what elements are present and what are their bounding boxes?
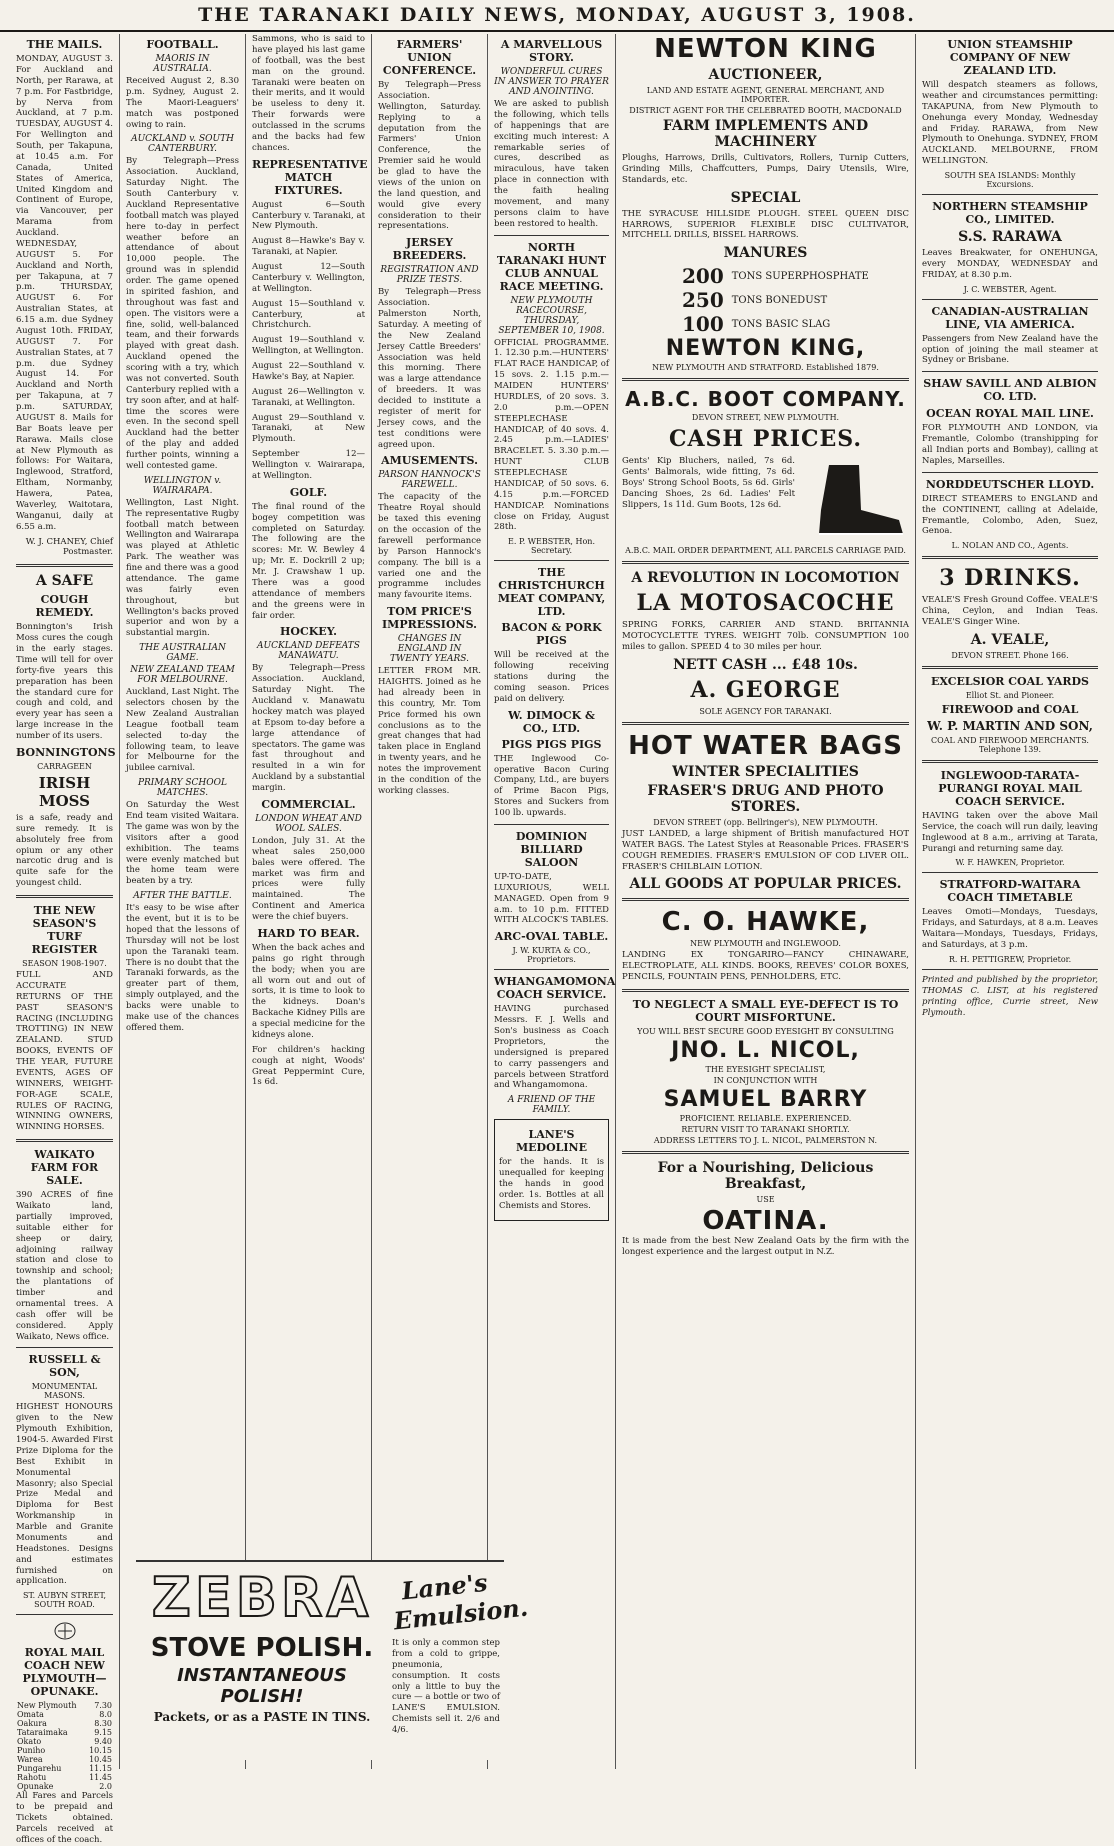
zebra-name: ZEBRA bbox=[151, 1566, 373, 1629]
divider bbox=[494, 235, 609, 236]
drinks-heading: 3 DRINKS. bbox=[939, 565, 1081, 592]
bonnington-text: is a safe, ready and sure remedy. It is absolutely free from opium or any other narcotic drug and is quite safe for the youngest child. bbox=[16, 812, 113, 889]
hockey-subheading: AUCKLAND DEFEATS MANAWATU. bbox=[257, 641, 360, 662]
hot-water-bags: HOT WATER BAGS bbox=[628, 730, 903, 761]
russell-text: HIGHEST HONOURS given to the New Plymouth Exhibition, 1904-5. Awarded First Prize Diploma for the Best Exhibit in Monumental Masonry; also Special Prize Medal and Diploma for Best Workmanship in Marble and Granite Monuments and Headstones. Designs and estimates furnished on application. bbox=[16, 1402, 113, 1587]
excelsior-heading: EXCELSIOR COAL YARDS bbox=[931, 674, 1089, 688]
coach-time: 7.30 bbox=[94, 1701, 112, 1711]
divider bbox=[16, 1347, 113, 1348]
column-7 bbox=[916, 34, 1104, 1769]
battle-text: It's easy to be wise after the event, but it is to be hoped that the lessons of Thursday will not be lost upon the Taranaki team. There is no doubt that the Taranaki forwards, as the greater part of them, simply outplayed, and the backs were unable to make use of the chances offered them. bbox=[126, 903, 239, 1033]
hawke-heading: C. O. HAWKE, bbox=[661, 907, 870, 938]
divider bbox=[622, 1151, 909, 1154]
nicol-subheading: THE EYESIGHT SPECIALIST, bbox=[705, 1065, 826, 1074]
pigs-text: THE Inglewood Co-operative Bacon Curing Company, Ltd., are buyers of Prime Bacon Pigs, Stores and Suckers from 100 lb. upwards. bbox=[494, 753, 609, 818]
divider bbox=[922, 371, 1098, 372]
coach-stop: Tataraimaka bbox=[17, 1728, 68, 1738]
divider bbox=[16, 1139, 113, 1142]
coach-row bbox=[16, 1782, 113, 1791]
column-3 bbox=[246, 34, 372, 1769]
stratford-heading: STRATFORD-WAITARA COACH TIMETABLE bbox=[939, 878, 1081, 905]
firewood-heading: FIREWOOD and COAL bbox=[941, 702, 1079, 716]
coach-row bbox=[16, 1728, 113, 1737]
divider bbox=[16, 564, 113, 567]
instantaneous-polish: INSTANTANEOUS POLISH! bbox=[177, 1665, 347, 1707]
ndl-text: DIRECT STEAMERS to ENGLAND and the CONTINENT, calling at Adelaide, Fremantle, Colombo, Aden, Suez, Genoa. bbox=[922, 493, 1098, 537]
coach-stop: Oakura bbox=[17, 1719, 47, 1729]
divider bbox=[922, 299, 1098, 300]
medoline-text: for the hands. It is unequalled for keeping the hands in good order. 1s. Bottles at all Chemists and Stores. bbox=[499, 1157, 604, 1211]
canadian-text: Passengers from New Zealand have the option of joining the mail steamer at Sydney or Brisbane. bbox=[922, 333, 1098, 366]
manures-heading: MANURES bbox=[723, 245, 808, 262]
newton-king-heading: NEWTON KING bbox=[654, 34, 877, 64]
packets-line: Packets, or as a PASTE IN TINS. bbox=[153, 1710, 371, 1724]
pettigrew-proprietor: R. H. PETTIGREW, Proprietor. bbox=[948, 954, 1072, 964]
tom-price-heading: TOM PRICE'S IMPRESSIONS. bbox=[382, 605, 477, 632]
abc-text: Gents' Kip Bluchers, nailed, 7s 6d. Gents' Balmorals, wide fitting, 7s 6d. Boys' Strong School Boots, 5s 6d. Girls' Dancing Shoes, 2s 6d. Ladies' Felt Slippers, 1s 11d. Gum Boots, 12s 6d. bbox=[622, 456, 795, 510]
manure-type: TONS BONEDUST bbox=[731, 294, 828, 306]
oatina-name: OATINA. bbox=[702, 1206, 829, 1236]
stove-polish: STOVE POLISH. bbox=[150, 1633, 374, 1663]
kurta-line: J. W. KURTA & CO., Proprietors. bbox=[512, 946, 591, 965]
battle-heading: AFTER THE BATTLE. bbox=[133, 891, 232, 902]
divider bbox=[922, 666, 1098, 669]
coach-row bbox=[16, 1746, 113, 1755]
printer-imprint: Printed and published by the proprietor, THOMAS C. LIST, at his registered printing office, Currie street, New Plymouth. bbox=[922, 974, 1098, 1018]
wellington-heading: WELLINGTON v. WAIRARAPA. bbox=[143, 475, 222, 496]
manure-row bbox=[682, 264, 909, 288]
divider bbox=[16, 1614, 113, 1615]
commercial-heading: COMMERCIAL. bbox=[261, 797, 356, 811]
coach-stop: Pungarehu bbox=[17, 1764, 62, 1774]
fraser-heading: FRASER'S DRUG AND PHOTO STORES. bbox=[647, 782, 884, 815]
coach-row bbox=[16, 1701, 113, 1710]
mails-heading: THE MAILS. bbox=[26, 38, 103, 51]
newton-king-footer-sub: NEW PLYMOUTH AND STRATFORD. Established 1879. bbox=[652, 363, 879, 373]
farm-text: Ploughs, Harrows, Drills, Cultivators, Rollers, Turnip Cutters, Grinding Mills, Chaffcutters, Pumps, Dairy Utensils, Wire, Standards, etc. bbox=[622, 153, 909, 185]
column-6 bbox=[616, 34, 916, 1769]
newton-king-auctioneer: AUCTIONEER, bbox=[708, 67, 823, 83]
oatina-text: It is made from the best New Zealand Oats by the firm with the longest experience and the largest output in N.Z. bbox=[622, 1236, 909, 1257]
barry-name: SAMUEL BARRY bbox=[663, 1087, 868, 1112]
maoris-text: Received August 2, 8.30 p.m. Sydney, August 2. The Maori-Leaguers' match was postponed owing to rain. bbox=[126, 76, 239, 130]
auckland-text: By Telegraph—Press Association. Auckland, Saturday Night. The South Canterbury v. Auckland Representative football match was played here to-day in perfect weather before an attendance of about 10,000 people. The ground was in splendid order. The game opened in spirited fashion, and throughout was fast and open. The visitors were a fine, solid, well-balanced team, and their forwards played with great dash. Auckland opened the scoring with a try, which was not converted. South Canterbury replied with a try soon after, and at half-time the scores were even. In the second spell Auckland had the better of the play and added further points, winning a well contested game. bbox=[126, 156, 239, 471]
fixture-item: August 8—Hawke's Bay v. Taranaki, at Napier. bbox=[252, 236, 365, 258]
coach-row bbox=[16, 1764, 113, 1773]
turf-heading: THE NEW SEASON'S TURF REGISTER bbox=[31, 904, 98, 956]
nett-cash: NETT CASH ... £48 10s. bbox=[673, 656, 858, 673]
divider bbox=[922, 872, 1098, 873]
coach-time: 11.45 bbox=[89, 1773, 112, 1783]
lanes-title: Lane's Emulsion. bbox=[392, 1567, 530, 1636]
divider bbox=[622, 898, 909, 901]
motosacoche-heading: LA MOTOSACOCHE bbox=[636, 590, 895, 617]
golf-heading: GOLF. bbox=[289, 485, 328, 499]
hard-text: When the back aches and pains go right through the body; when you are all worn out and out of sorts, it is time to look to the kidneys. Doan's Backache Kidney Pills are a special medicine for the kidneys alone. bbox=[252, 942, 365, 1040]
abc-address: DEVON STREET, NEW PLYMOUTH. bbox=[691, 413, 840, 423]
fixture-item: August 22—Southland v. Hawke's Bay, at Napier. bbox=[252, 361, 365, 382]
farmers-text: By Telegraph—Press Association. Wellington, Saturday. Replying to a deputation from the Farmers' Union Conference, the Premier said he would be glad to have the views of the union on the land question, and would give every consideration to their representations. bbox=[378, 80, 481, 232]
fixtures-list bbox=[252, 200, 365, 482]
nicol-name: JNO. L. NICOL, bbox=[671, 1038, 860, 1063]
divider bbox=[922, 472, 1098, 473]
divider bbox=[922, 760, 1098, 763]
northern-heading: NORTHERN STEAMSHIP CO., LIMITED. bbox=[932, 200, 1088, 226]
special-text: THE SYRACUSE HILLSIDE PLOUGH. STEEL QUEEN DISC HARROWS, SUPERIOR FLEXIBLE DISC CULTIVATOR, MITCHELL DRILLS, BISSEL HARROWS. bbox=[622, 208, 909, 241]
divider bbox=[922, 194, 1098, 195]
whangamomona-text: HAVING purchased Messrs. F. J. Wells and Son's business as Coach Proprietors, the undersigned is prepared to carry passengers and parcels between Stratford and Whangamomona. bbox=[494, 1004, 609, 1091]
coach-row bbox=[16, 1710, 113, 1719]
london-heading: LONDON WHEAT AND WOOL SALES. bbox=[255, 813, 362, 834]
manure-row bbox=[682, 312, 909, 336]
cough-text: Bonnington's Irish Moss cures the cough in the early stages. Time will tell for over forty-five years this preparation has been the standard cure for cough and cold, and every year has seen a large increase in the number of its users. bbox=[16, 622, 113, 741]
billiard-text: UP-TO-DATE, LUXURIOUS, WELL MANAGED. Open from 9 a.m. to 10 p.m. FITTED WITH ALCOCK'S TABLES. bbox=[494, 871, 609, 926]
union-heading: UNION STEAMSHIP COMPANY OF NEW ZEALAND LTD. bbox=[947, 38, 1073, 77]
christchurch-heading: THE CHRISTCHURCH MEAT COMPANY, LTD. bbox=[497, 566, 606, 619]
coach-row bbox=[16, 1755, 113, 1764]
rarawa-heading: S.S. RARAWA bbox=[958, 229, 1062, 245]
coach-stop: Warea bbox=[17, 1755, 43, 1765]
manure-row bbox=[682, 288, 909, 312]
veale-name: A. VEALE, bbox=[970, 631, 1050, 648]
bacon-text: Will be received at the following receiving stations during the coming season. Prices paid on delivery. bbox=[494, 650, 609, 704]
newspaper-title: THE TARANAKI DAILY NEWS, MONDAY, AUGUST 3, 1908. bbox=[198, 4, 916, 26]
fixture-item: August 6—South Canterbury v. Taranaki, at New Plymouth. bbox=[252, 199, 365, 232]
turf-text: FULL AND ACCURATE RETURNS OF THE PAST SEASON'S RACING (INCLUDING TROTTING) IN NEW ZEALAND. STUD BOOKS, EVENTS OF THE YEAR, FUTURE EVENTS, AGES OF WINNERS, WEIGHT-FOR-AGE SCALE, RULES OF RACING, WINNING OWNERS, WINNING HORSES. bbox=[16, 970, 113, 1133]
nz-team-text: Auckland, Last Night. The selectors chosen by the New Zealand Australian League football team selected to-day the following team, to leave for Melbourne for the jubilee carnival. bbox=[126, 687, 239, 774]
barry-lead: IN CONJUNCTION WITH bbox=[713, 1076, 818, 1085]
bonnington-name: BONNINGTONS bbox=[16, 745, 116, 759]
barry-subheading: PROFICIENT. RELIABLE. EXPERIENCED. bbox=[679, 1114, 852, 1123]
manures-list bbox=[622, 264, 909, 336]
hockey-text: By Telegraph—Press Association. Auckland, Saturday Night. The Auckland v. Manawatu hockey match was played at Epsom to-day before a large attendance of spectators. The game was fast throughout and resulted in a win for Auckland by a substantial margin. bbox=[252, 663, 365, 793]
ocean-text: FOR PLYMOUTH AND LONDON, via Fremantle, Colombo (transhipping for all Indian ports and Bombay), calling at Naples, Marseilles. bbox=[922, 423, 1098, 466]
divider bbox=[622, 378, 909, 381]
column-2 bbox=[120, 34, 246, 1769]
oatina-use: USE bbox=[756, 1195, 775, 1204]
wellington-text: Wellington, Last Night. The representative Rugby football match between Wellington and Wairarapa was played at Athletic Park. The weather was fine and there was a good attendance. The game was fairly even throughout, but Wellington's backs proved superior and won by a substantial margin. bbox=[126, 497, 239, 639]
nz-team-heading: NEW ZEALAND TEAM FOR MELBOURNE. bbox=[130, 665, 235, 686]
boot-icon bbox=[799, 460, 909, 540]
coach-time: 10.45 bbox=[89, 1755, 112, 1765]
hard-heading: HARD TO BEAR. bbox=[257, 926, 360, 940]
masthead bbox=[0, 0, 1114, 32]
manure-quantity: 250 bbox=[682, 288, 724, 313]
fixture-item: August 19—Southland v. Wellington, at Wellington. bbox=[252, 335, 365, 357]
union-text: Will despatch steamers as follows, weather and circumstances permitting: TAKAPUNA, from New Plymouth to Onehunga every Monday, Wednesday and Friday. RARAWA, from New Plymouth to Onehunga. SYDNEY, FROM AUCKLAND. MELBOURNE, FROM WELLINGTON. bbox=[922, 80, 1098, 167]
coach-stop: Puniho bbox=[17, 1746, 46, 1756]
irish-moss: IRISH MOSS bbox=[38, 773, 91, 810]
lanes-emulsion-advertisement bbox=[388, 1560, 530, 1760]
cash-prices: CASH PRICES. bbox=[668, 426, 863, 453]
story-heading: A MARVELLOUS STORY. bbox=[500, 38, 603, 64]
safe-heading: A SAFE bbox=[35, 573, 94, 590]
pigs-heading: PIGS PIGS PIGS bbox=[501, 737, 602, 751]
newspaper-page bbox=[10, 34, 1104, 1845]
martin-name: W. P. MARTIN AND SON, bbox=[927, 718, 1093, 733]
coach-time: 10.15 bbox=[89, 1746, 112, 1756]
whangamomona-heading: WHANGAMOMONA COACH SERVICE. bbox=[494, 975, 616, 1002]
hockey-heading: HOCKEY. bbox=[280, 625, 337, 639]
column-1 bbox=[10, 34, 120, 1845]
coach-heading: ROYAL MAIL COACH NEW PLYMOUTH—OPUNAKE. bbox=[22, 1646, 107, 1699]
veale-address: DEVON STREET. Phone 166. bbox=[951, 650, 1069, 660]
bonnington-carrageen: CARRAGEEN bbox=[37, 761, 92, 771]
rarawa-signature: J. C. WEBSTER, Agent. bbox=[963, 284, 1057, 294]
martin-subheading: COAL AND FIREWOOD MERCHANTS. Telephone 139. bbox=[931, 735, 1089, 754]
farm-implements: FARM IMPLEMENTS AND MACHINERY bbox=[662, 118, 869, 150]
waikato-text: 390 ACRES of fine Waikato land, partially improved, suitable either for sheep or dairy, adjoining railway station and close to township and school; the plantations of timber and ornamental trees. A cash offer will be considered. Apply Waikato, News office. bbox=[16, 1190, 113, 1342]
hunt-text: OFFICIAL PROGRAMME. 1. 12.30 p.m.—HUNTERS' FLAT RACE HANDICAP, of 15 sovs. 2. 1.15 p.m.—MAIDEN HUNTERS' HURDLES, of 20 sovs. 3. 2.0 p.m.—OPEN STEEPLECHASE HANDICAP, of 40 sovs. 4. 2.45 p.m.—LADIES' BRACELET. 5. 3.30 p.m.—HUNT CLUB STEEPLECHASE HANDICAP, of 50 sovs. 6. 4.15 p.m.—FORCED HANDICAP. Nominations close on Friday, August 28th. bbox=[494, 337, 610, 533]
golf-text: The final round of the bogey competition was completed on Saturday. The following are the scores: Mr. W. Bewley 4 up; Mr. E. Dockrill 2 up; Mr. J. Crawshaw 1 up. There was a good attendance of members and the greens were in fair order. bbox=[252, 501, 365, 621]
all-goods: ALL GOODS AT POPULAR PRICES. bbox=[629, 876, 902, 893]
dimock-heading: W. DIMOCK & CO., LTD. bbox=[508, 708, 595, 735]
hunt-subheading: NEW PLYMOUTH RACECOURSE, THURSDAY, SEPTEMBER 10, 1908. bbox=[498, 295, 605, 336]
coach-time: 2.0 bbox=[99, 1782, 112, 1792]
return-visit: RETURN VISIT TO TARANAKI SHORTLY. bbox=[681, 1125, 850, 1134]
continued-text: Sammons, who is said to have played his last game of football, was the best man on the ground. Taranaki were beaten on their merits, and it would be useless to deny it. Their forwards were outclassed in the scrums and the backs had few chances. bbox=[252, 34, 365, 153]
george-subheading: SOLE AGENCY FOR TARANAKI. bbox=[699, 706, 832, 716]
rarawa-text: Leaves Breakwater, for ONEHUNGA, every MONDAY, WEDNESDAY and FRIDAY, at 8.30 p.m. bbox=[922, 248, 1098, 280]
mails-signature: W. J. CHANEY, Chief Postmaster. bbox=[25, 536, 113, 558]
family-friend: A FRIEND OF THE FAMILY. bbox=[507, 1095, 596, 1116]
divider bbox=[622, 989, 909, 992]
zebra-advertisement bbox=[136, 1560, 388, 1760]
coach-time: 8.30 bbox=[94, 1719, 112, 1729]
tom-price-text: LETTER FROM MR. HAIGHTS. Joined as he had already been in this country, Mr. Tom Price formed his own conclusions as to the great changes that had taken place in England in twenty years, and he notes the improvement in the condition of the working classes. bbox=[378, 666, 481, 796]
coach-time: 9.40 bbox=[94, 1737, 112, 1747]
fixtures-heading: REPRESENTATIVE MATCH FIXTURES. bbox=[252, 157, 368, 197]
neglect-heading: TO NEGLECT A SMALL EYE-DEFECT IS TO COURT MISFORTUNE. bbox=[632, 998, 899, 1024]
fixture-item: August 26—Wellington v. Taranaki, at Wellington. bbox=[252, 386, 365, 408]
divider bbox=[494, 824, 609, 825]
hunt-heading: NORTH TARANAKI HUNT CLUB ANNUAL RACE MEETING. bbox=[496, 240, 607, 293]
tom-price-subheading: CHANGES IN ENGLAND IN TWENTY YEARS. bbox=[390, 634, 469, 665]
address-letters: ADDRESS LETTERS TO J. L. NICOL, PALMERSTON N. bbox=[653, 1136, 878, 1145]
coach-stop: Opunake bbox=[17, 1782, 54, 1792]
turf-season: SEASON 1908-1907. bbox=[22, 959, 107, 968]
russell-address: ST. AUBYN STREET, SOUTH ROAD. bbox=[22, 1591, 107, 1610]
story-text: We are asked to publish the following, which tells of happenings that are exciting much interest: A remarkable series of cures, described as miraculous, have taken place in connection with the faith healing movement, and many persons claim to have been restored to health. bbox=[494, 99, 609, 229]
divider bbox=[494, 969, 609, 970]
motosacoche-text: SPRING FORKS, CARRIER AND STAND. BRITANNIA MOTOCYCLETTE TYRES. WEIGHT 70lb. CONSUMPTION 100 miles to gallon. SPEED 4 to 30 miles per hour. bbox=[622, 620, 909, 652]
manure-type: TONS BASIC SLAG bbox=[731, 318, 831, 330]
coach-timetable bbox=[16, 1701, 113, 1791]
lanes-text: It is only a common step from a cold to grippe, pneumonia, consumption. It costs only a little to buy the cure — a bottle or two of LANE'S EMULSION. Chemists sell it. 2/6 and 4/6. bbox=[392, 1638, 500, 1735]
royal-crest-icon bbox=[50, 1620, 80, 1642]
cough-cure-text: For children's hacking cough at night, Woods' Great Peppermint Cure, 1s 6d. bbox=[252, 1044, 365, 1088]
amusements-text: The capacity of the Theatre Royal should be taxed this evening on the occasion of the farewell performance by Parson Hannock's company. The bill is a varied one and the programme includes many favourite items. bbox=[378, 492, 481, 601]
revolution-heading: A REVOLUTION IN LOCOMOTION bbox=[631, 570, 900, 587]
football-heading: FOOTBALL. bbox=[146, 38, 219, 51]
fixture-item: August 12—South Canterbury v. Wellington, at Wellington. bbox=[252, 262, 365, 294]
newton-king-district: DISTRICT AGENT FOR THE CELEBRATED BOOTH, MACDONALD bbox=[629, 106, 902, 115]
nicol-lead: YOU WILL BEST SECURE GOOD EYESIGHT BY CONSULTING bbox=[637, 1027, 894, 1036]
coach-stop: Okato bbox=[17, 1737, 42, 1747]
fixture-item: September 12—Wellington v. Wairarapa, at Wellington. bbox=[252, 449, 365, 481]
story-subheading: WONDERFUL CURES IN ANSWER TO PRAYER AND ANOINTING. bbox=[494, 67, 609, 97]
medoline-heading: LANE'S MEDOLINE bbox=[515, 1128, 587, 1155]
fraser-address: DEVON STREET (opp. Bellringer's), NEW PLYMOUTH. bbox=[653, 817, 878, 827]
bacon-heading: BACON & PORK PIGS bbox=[501, 621, 602, 648]
cough-heading: COUGH REMEDY. bbox=[35, 593, 94, 620]
coach-time: 11.15 bbox=[89, 1764, 112, 1774]
waikato-heading: WAIKATO FARM FOR SALE. bbox=[30, 1148, 99, 1188]
shaw-heading: SHAW SAVILL AND ALBION CO. LTD. bbox=[923, 377, 1097, 404]
islands-line: SOUTH SEA ISLANDS: Monthly Excursions. bbox=[944, 171, 1076, 189]
hunt-signature: E. P. WEBSTER, Hon. Secretary. bbox=[508, 537, 595, 556]
nolan-agents: L. NOLAN AND CO., Agents. bbox=[951, 541, 1069, 551]
fixture-item: August 15—Southland v. Canterbury, at Christchurch. bbox=[252, 298, 365, 331]
divider bbox=[16, 895, 113, 898]
medoline-box bbox=[494, 1119, 609, 1220]
coach-time: 8.0 bbox=[99, 1710, 112, 1720]
column-5 bbox=[488, 34, 616, 1769]
russell-heading: RUSSELL & SON, bbox=[28, 1353, 101, 1380]
coach-row bbox=[16, 1737, 113, 1746]
drinks-text: VEALE'S Fresh Ground Coffee. VEALE'S China, Ceylon, and Indian Teas. VEALE'S Ginger Wine. bbox=[922, 595, 1098, 627]
abc-footer: A.B.C. MAIL ORDER DEPARTMENT, ALL PARCELS CARRIAGE PAID. bbox=[625, 546, 906, 556]
farmers-heading: FARMERS' UNION CONFERENCE. bbox=[382, 38, 477, 77]
abc-heading: A.B.C. BOOT COMPANY. bbox=[625, 387, 906, 412]
primary-heading: PRIMARY SCHOOL MATCHES. bbox=[137, 778, 228, 799]
inglewood-heading: INGLEWOOD-TARATA-PURANGI ROYAL MAIL COACH SERVICE. bbox=[938, 768, 1082, 808]
russell-subheading: MONUMENTAL MASONS. bbox=[31, 1382, 98, 1401]
fixture-item: August 29—Southland v. Taranaki, at New Plymouth. bbox=[252, 412, 365, 445]
hawke-subheading: NEW PLYMOUTH and INGLEWOOD. bbox=[690, 939, 841, 949]
divider bbox=[494, 560, 609, 561]
manure-type: TONS SUPERPHOSPHATE bbox=[731, 270, 869, 282]
canadian-heading: CANADIAN-AUSTRALIAN LINE, VIA AMERICA. bbox=[931, 304, 1089, 331]
arcoval-heading: ARC-OVAL TABLE. bbox=[494, 930, 609, 944]
coach-stop: Omata bbox=[17, 1710, 44, 1720]
special-heading: SPECIAL bbox=[730, 189, 801, 206]
london-text: London, July 31. At the wheat sales 250,000 bales were offered. The market was firm and prices were fully maintained. The Continent and America were the chief buyers. bbox=[252, 835, 365, 922]
mails-text: MONDAY, AUGUST 3. For Auckland and North, per Rarawa, at 7 p.m. For Fastbridge, by Nerva from Auckland, at 7 p.m. TUESDAY, AUGUST 4. For Wellington and South, per Takapuna, at 10.45 a.m. For Canada, United States of America, United Kingdom and Continent of Europe, via Vancouver, per Marama from Auckland. WEDNESDAY, AUGUST 5. For Auckland and North, per Takapuna, at 7 p.m. THURSDAY, AUGUST 6. For Australian States, at 6.15 a.m. due Sydney August 10th. FRIDAY, AUGUST 7. For Australian States, at 7 p.m. due Sydney August 14. For Auckland and North per Takapuna, at 7 p.m. SATURDAY, AUGUST 8. Mails for Bar Boats leave per Rarawa. Mails close at New Plymouth as follows: For Waitara, Inglewood, Stratford, Eltham, Normanby, Hawera, Patea, Waverley, Waitotara, Wanganui, daily at 6.55 a.m. bbox=[16, 54, 113, 532]
jersey-heading: JERSEY BREEDERS. bbox=[392, 236, 467, 263]
australian-game-heading: THE AUSTRALIAN GAME. bbox=[139, 643, 226, 664]
fraser-text: JUST LANDED, a large shipment of British manufactured HOT WATER BAGS. The Latest Styles at Reasonable Prices. FRASER'S COUGH REMEDIES. FRASER'S EMULSION OF COD LIVER OIL. FRASER'S CHILBLAIN LOTION. bbox=[622, 828, 909, 872]
coach-row bbox=[16, 1719, 113, 1728]
hawke-text: LANDING EX TONGARIRO—FANCY CHINAWARE, ELECTROPLATE, ALL KINDS. BOOKS, REEVES' COLOR BOXES, PENCILS, FOUNTAIN PENS, PENHOLDERS, ETC. bbox=[622, 950, 909, 983]
coach-stop: New Plymouth bbox=[17, 1701, 77, 1711]
coach-time: 9.15 bbox=[94, 1728, 112, 1738]
divider bbox=[622, 722, 909, 725]
inglewood-text: HAVING taken over the above Mail Service, the coach will run daily, leaving Inglewood at 8 a.m., arriving at Tarata, Purangi and returning same day. bbox=[922, 810, 1098, 854]
newton-king-footer: NEWTON KING, bbox=[665, 336, 866, 362]
primary-text: On Saturday the West End team visited Waitara. The game was won by the visitors after a good exhibition. The teams were evenly matched but the home team were beaten by a try. bbox=[126, 800, 239, 887]
maoris-heading: MAORIS IN AUSTRALIA. bbox=[153, 54, 212, 74]
jersey-subheading: REGISTRATION AND PRIZE TESTS. bbox=[380, 265, 479, 286]
amusements-heading: AMUSEMENTS. bbox=[381, 454, 478, 468]
oatina-lead: For a Nourishing, Delicious Breakfast, bbox=[657, 1160, 874, 1192]
newton-king-line: LAND AND ESTATE AGENT, GENERAL MERCHANT, AND IMPORTER. bbox=[646, 86, 885, 104]
ndl-heading: NORDDEUTSCHER LLOYD. bbox=[925, 477, 1095, 491]
george-heading: A. GEORGE bbox=[690, 676, 841, 703]
abc-body bbox=[622, 456, 909, 544]
ocean-heading: OCEAN ROYAL MAIL LINE. bbox=[926, 407, 1094, 421]
jersey-text: By Telegraph—Press Association. Palmerston North, Saturday. A meeting of the New Zealand Jersey Cattle Breeders' Association was held this morning. There was a large attendance of breeders. It was decided to institute a register of merit for Jersey cows, and the test conditions were agreed upon. bbox=[378, 287, 481, 450]
winter-specialities: WINTER SPECIALITIES bbox=[672, 763, 859, 780]
coach-footnote: All Fares and Parcels to be prepaid and Tickets obtained. Parcels received at offices of the coach. bbox=[16, 1791, 113, 1845]
manure-quantity: 200 bbox=[682, 264, 724, 289]
amusements-subheading: PARSON HANNOCK'S FAREWELL. bbox=[378, 470, 481, 491]
billiard-heading: DOMINION BILLIARD SALOON bbox=[515, 829, 588, 869]
hawken-proprietor: W. F. HAWKEN, Proprietor. bbox=[955, 858, 1065, 868]
auckland-heading: AUCKLAND v. SOUTH CANTERBURY. bbox=[131, 134, 234, 155]
divider bbox=[622, 561, 909, 564]
column-4 bbox=[372, 34, 488, 1769]
manure-quantity: 100 bbox=[682, 312, 724, 337]
stratford-text: Leaves Omoti—Mondays, Tuesdays, Fridays, and Saturdays, at 8 a.m. Leaves Waitara—Mondays, Tuesdays, Fridays, and Saturdays, at 3 p.m. bbox=[922, 907, 1098, 950]
divider bbox=[922, 556, 1098, 559]
coach-stop: Rahotu bbox=[17, 1773, 47, 1783]
excelsior-address: Elliot St. and Pioneer. bbox=[965, 690, 1055, 700]
coach-row bbox=[16, 1773, 113, 1782]
divider bbox=[922, 969, 1098, 970]
